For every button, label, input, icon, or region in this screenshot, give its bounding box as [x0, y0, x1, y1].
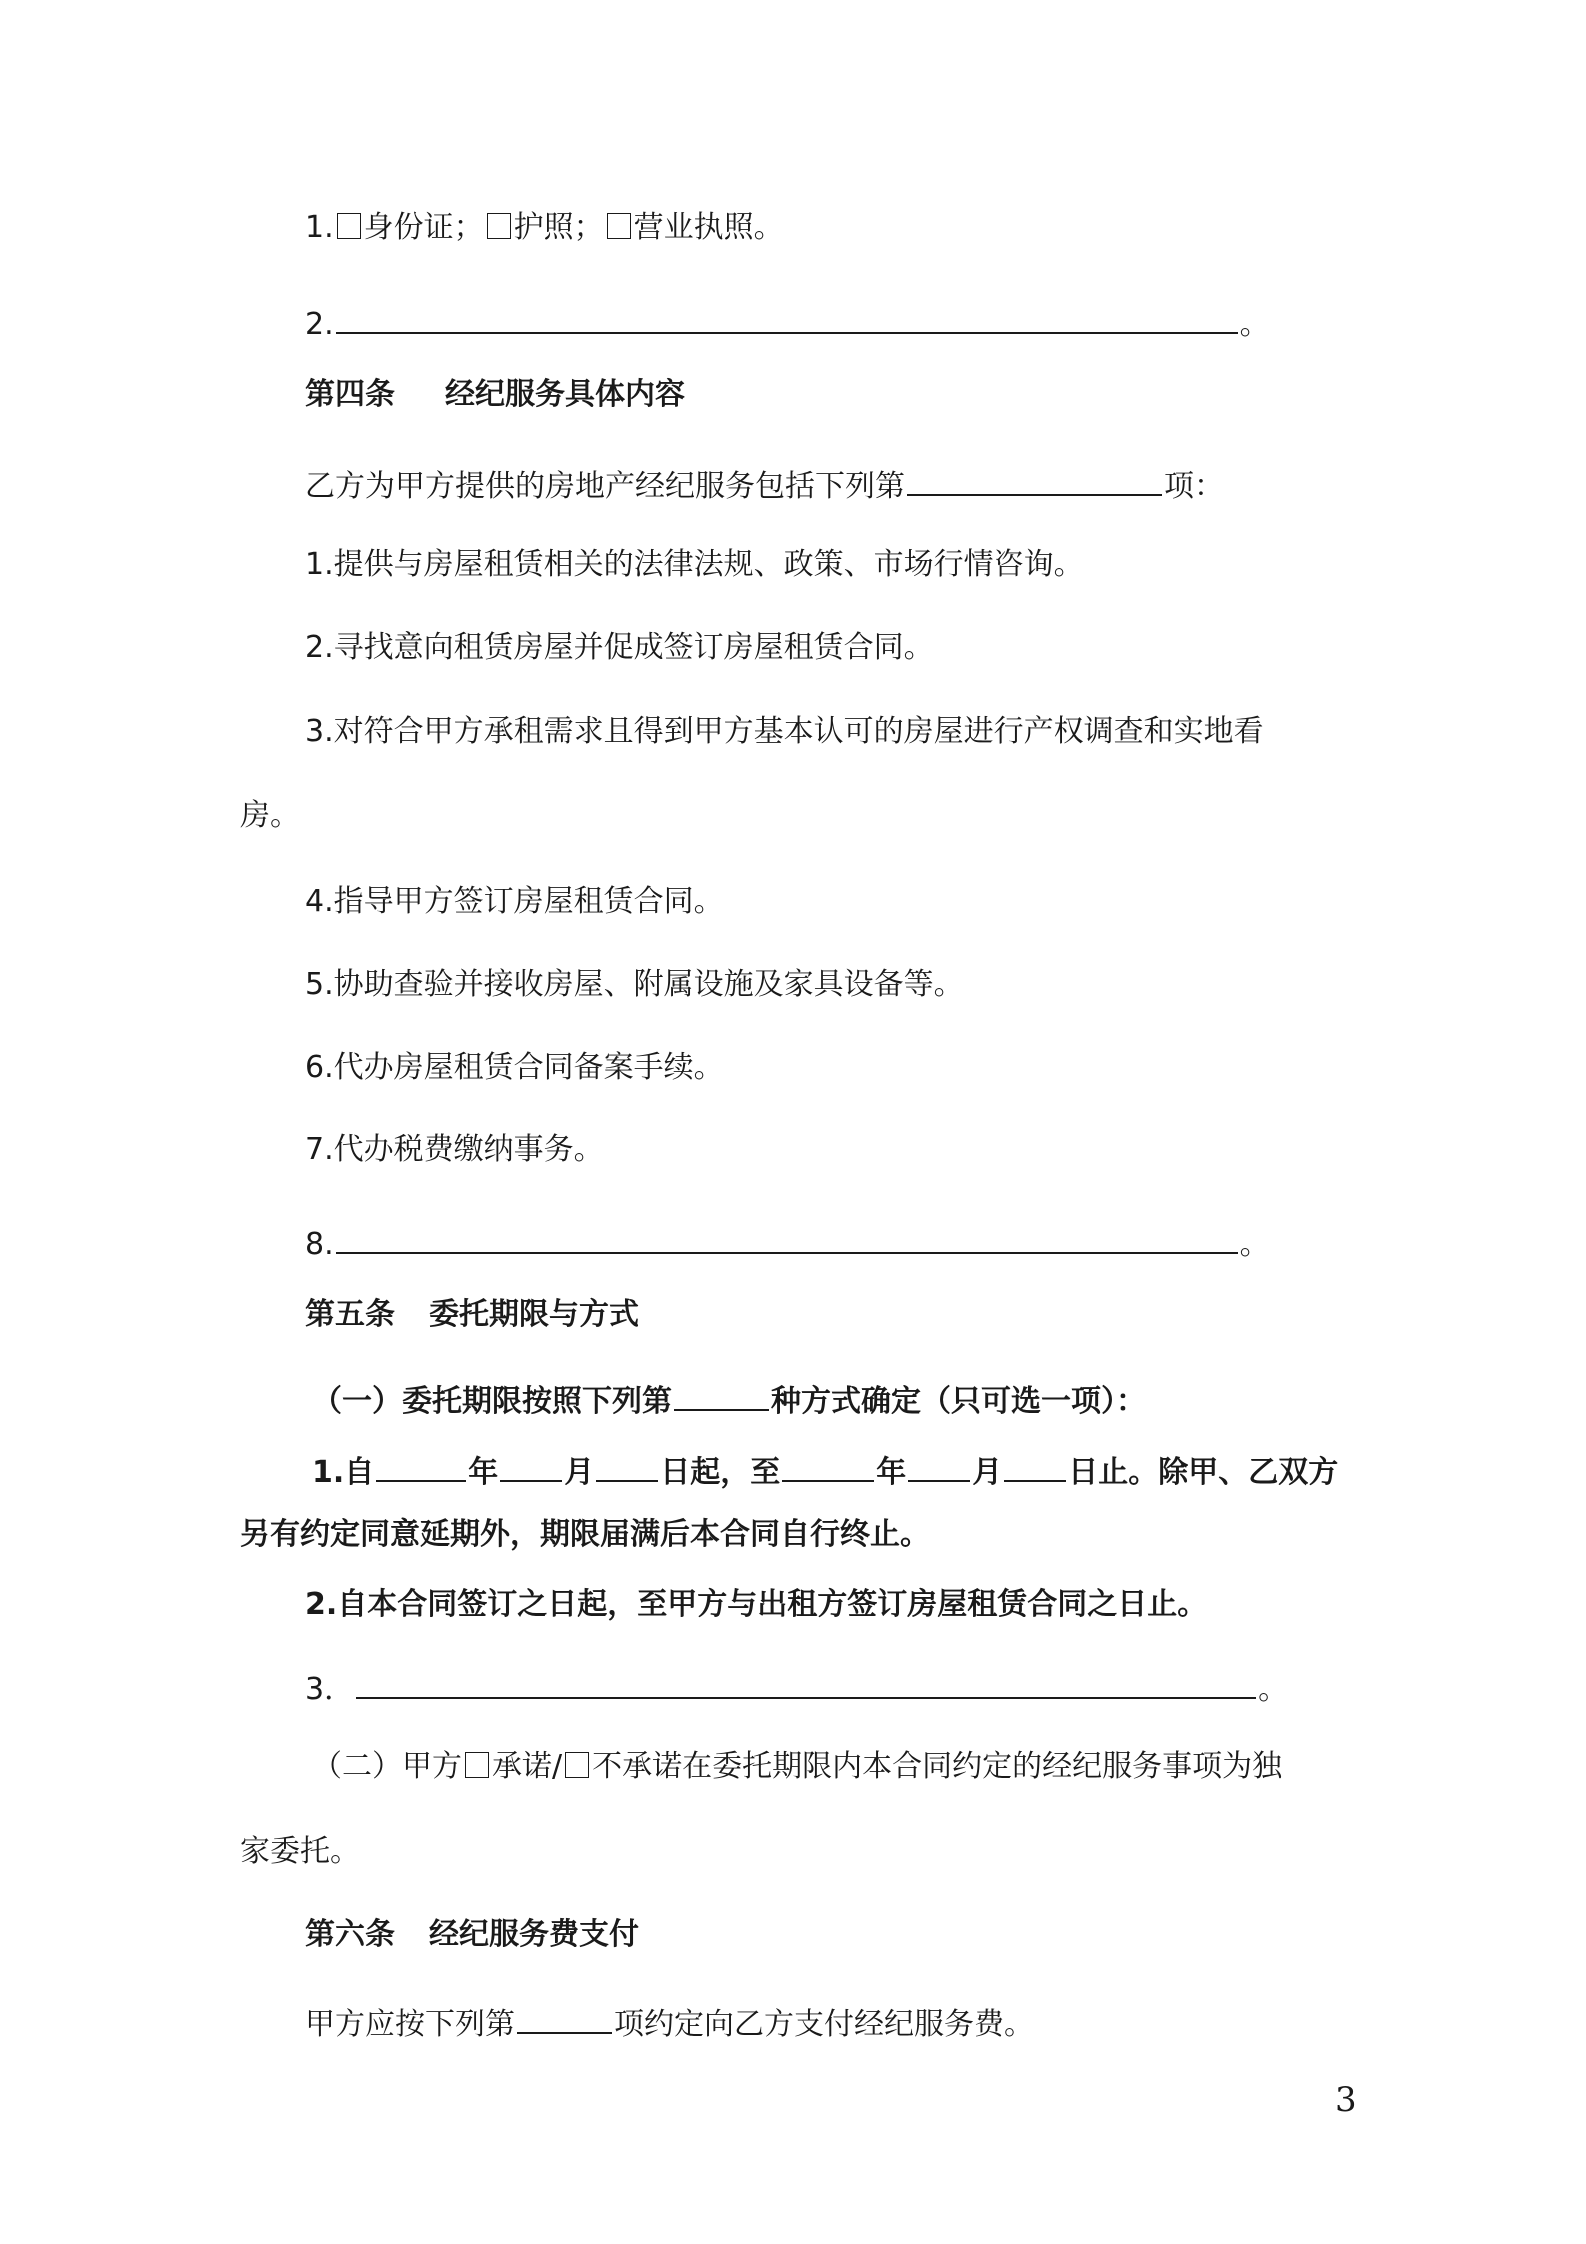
opt3-prefix: 3． — [305, 1672, 355, 1707]
term-option-3 — [305, 1663, 1288, 1710]
checkbox-business-license[interactable] — [607, 213, 631, 239]
id-type-line — [305, 208, 784, 248]
article4-item-1: 1.提供与房屋租赁相关的法律法规、政策、市场行情咨询。 — [305, 547, 1084, 582]
passport-label: 护照； — [513, 210, 604, 245]
id-card-label: 身份证； — [363, 210, 484, 245]
article4-title — [305, 375, 685, 415]
other-id-suffix: 。 — [1239, 307, 1270, 342]
article4-item-3: 3.对符合甲方承租需求且得到甲方基本认可的房屋进行产权调查和实地看 — [305, 714, 1264, 749]
article4-item-7: 7.代办税费缴纳事务。 — [305, 1132, 604, 1167]
other-id-blank[interactable] — [336, 298, 1238, 334]
start-day-blank[interactable] — [596, 1446, 658, 1482]
article6-heading: 经纪服务费支付 — [429, 1917, 639, 1952]
article6-text-after: 项约定向乙方支付经纪服务费。 — [614, 2007, 1034, 2042]
opt3-suffix: 。 — [1258, 1672, 1289, 1707]
article6-text-before: 甲方应按下列第 — [305, 2007, 515, 2042]
article4-item-8 — [305, 1218, 1270, 1265]
term-option-2: 2.自本合同签订之日起，至甲方与出租方签订房屋租赁合同之日止。 — [305, 1587, 1208, 1622]
checkbox-id-card[interactable] — [337, 213, 361, 239]
article6-number: 第六条 — [305, 1917, 395, 1952]
page-number: 3 — [1335, 2080, 1357, 2120]
term-option-1-cont: 另有约定同意延期外，期限届满后本合同自行终止。 — [240, 1517, 930, 1552]
article5-part1 — [312, 1375, 1146, 1422]
opt1-year-label: 年 — [468, 1455, 499, 1490]
article4-number: 第四条 — [305, 377, 395, 412]
term-option-1 — [312, 1446, 1338, 1493]
checkbox-commit[interactable] — [465, 1752, 489, 1778]
item8-prefix: 8. — [305, 1227, 334, 1262]
article5-heading: 委托期限与方式 — [429, 1297, 639, 1332]
article4-item-6: 6.代办房屋租赁合同备案手续。 — [305, 1050, 724, 1085]
item8-suffix: 。 — [1239, 1227, 1270, 1262]
id-line-prefix: 1. — [305, 210, 334, 245]
article4-item-2: 2.寻找意向租赁房屋并促成签订房屋租赁合同。 — [305, 630, 934, 665]
end-day-blank[interactable] — [1004, 1446, 1066, 1482]
opt1-end-month-label: 月 — [972, 1455, 1003, 1490]
opt3-blank[interactable] — [356, 1663, 1256, 1699]
article4-items-blank[interactable] — [907, 460, 1162, 496]
part1-text: （一）委托期限按照下列第 — [312, 1384, 672, 1419]
item8-blank[interactable] — [336, 1218, 1238, 1254]
article4-intro-text: 乙方为甲方提供的房地产经纪服务包括下列第 — [305, 469, 905, 504]
end-month-blank[interactable] — [908, 1446, 970, 1482]
article4-heading: 经纪服务具体内容 — [445, 377, 685, 412]
article6-title — [305, 1915, 639, 1955]
business-license-label: 营业执照。 — [633, 210, 784, 245]
not-commit-label: 不承诺在委托期限内本合同约定的经纪服务事项为独 — [592, 1749, 1283, 1784]
opt1-end-text: 日止。除甲、乙双方 — [1068, 1455, 1339, 1490]
article5-part2 — [312, 1747, 1282, 1787]
article4-item-5: 5.协助查验并接收房屋、附属设施及家具设备等。 — [305, 967, 964, 1002]
other-id-prefix: 2. — [305, 307, 334, 342]
article4-item-3-cont: 房。 — [240, 798, 300, 833]
opt1-month-label: 月 — [564, 1455, 595, 1490]
article6-text — [305, 1998, 1034, 2045]
start-month-blank[interactable] — [500, 1446, 562, 1482]
opt1-end-year-label: 年 — [876, 1455, 907, 1490]
article4-intro-suffix: 项： — [1164, 469, 1224, 504]
part1-suffix: 种方式确定（只可选一项）： — [771, 1384, 1146, 1419]
part2-prefix: （二）甲方 — [312, 1749, 462, 1784]
term-method-blank[interactable] — [674, 1375, 769, 1411]
article4-intro — [305, 460, 1224, 507]
start-year-blank[interactable] — [376, 1446, 466, 1482]
opt1-to: 日起，至 — [660, 1455, 781, 1490]
commit-label: 承诺/ — [492, 1749, 563, 1784]
fee-item-blank[interactable] — [517, 1998, 612, 2034]
end-year-blank[interactable] — [782, 1446, 874, 1482]
other-id-line — [305, 298, 1270, 345]
article5-title — [305, 1295, 639, 1335]
article4-item-4: 4.指导甲方签订房屋租赁合同。 — [305, 884, 724, 919]
article5-part2-cont: 家委托。 — [240, 1834, 360, 1869]
checkbox-not-commit[interactable] — [565, 1752, 589, 1778]
article5-number: 第五条 — [305, 1297, 395, 1332]
opt1-from: 1.自 — [312, 1455, 375, 1490]
checkbox-passport[interactable] — [487, 213, 511, 239]
